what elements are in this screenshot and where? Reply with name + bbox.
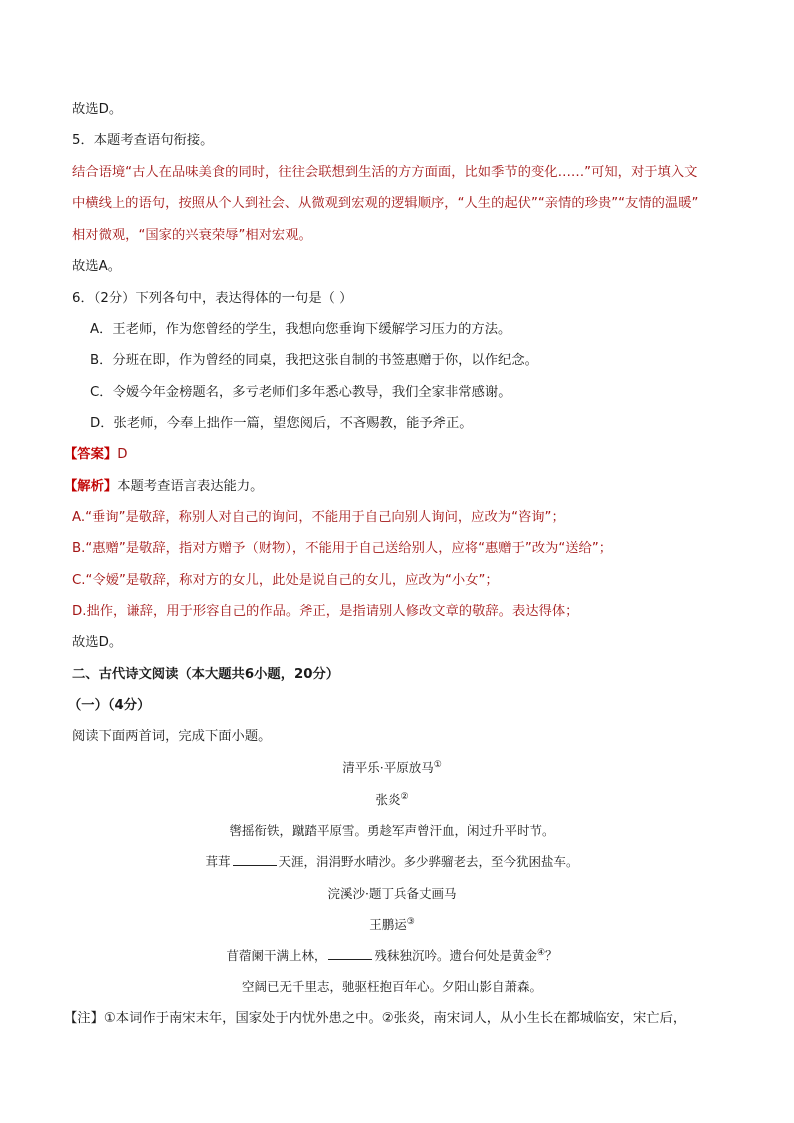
poem-1-line-2: 茸茸 天涯，涓涓野水晴沙。多少骅骝老去，至今犹困盐车。 <box>205 854 579 869</box>
answer-label: 【答案】 <box>64 447 118 462</box>
q5-explanation-line-2: 中横线上的语句，按照从个人到社会、从微观到宏观的逻辑顺序，“人生的起伏”“亲情的珍贵”“友情的温暖” <box>72 196 699 211</box>
q5-explanation-line-3: 相对微观，“国家的兴衰荣辱”相对宏观。 <box>72 228 312 243</box>
footnote-mark: ② <box>400 791 409 802</box>
footnote-mark: ③ <box>406 916 415 927</box>
analysis-c: C.“令嫒”是敬辞，称对方的女儿，此处是说自己的女儿，应改为“小女”； <box>72 573 499 588</box>
answer-line <box>64 445 724 465</box>
option-c: C．令嫒今年金榜题名，多亏老师们多年悉心教导，我们全家非常感谢。 <box>90 385 512 400</box>
notes-line: 【注】①本词作于南宋末年，国家处于内忧外患之中。②张炎，南宋词人，从小生长在都城临安，宋亡后， <box>64 1011 687 1026</box>
poem-2-author: 王鹏运③ <box>369 916 415 932</box>
poem-2-line-1: 苜蓿阑干满上林， 残秣独沉吟。遗台何处是黄金④？ <box>226 947 558 963</box>
poem-2-title: 浣溪沙·题丁兵备丈画马 <box>327 886 457 901</box>
analysis-a: A.“垂询”是敬辞，称别人对自己的询问，不能用于自己向别人询问，应改为“咨询”； <box>72 510 565 525</box>
subsection-heading: （一）（4分） <box>68 698 151 713</box>
conclusion-line: 故选A。 <box>72 259 121 274</box>
analysis-text: 本题考查语言表达能力。 <box>117 479 264 494</box>
conclusion-line: 故选D。 <box>72 102 123 117</box>
answer-value: D <box>117 447 128 462</box>
conclusion-line: 故选D。 <box>72 635 123 650</box>
fill-in-blank <box>328 947 372 960</box>
analysis-d: D.拙作，谦辞，用于形容自己的作品。斧正，是指请别人修改文章的敬辞。表达得体； <box>72 604 579 619</box>
option-d: D．张老师，今奉上拙作一篇，望您阅后，不吝赐教，能予斧正。 <box>90 416 473 431</box>
footnote-mark: ① <box>433 759 442 770</box>
section-heading: 二、古代诗文阅读（本大题共6小题，20分） <box>72 667 340 682</box>
poem-1-author: 张炎② <box>375 791 409 807</box>
q5-explanation-line-1: 结合语境“古人在品味美食的同时，往往会联想到生活的方方面面，比如季节的变化……”可知，对于填入文 <box>72 165 698 180</box>
footnote-mark: ④ <box>536 947 546 958</box>
fill-in-blank <box>233 853 277 866</box>
poem-1-line-1: 辔摇衔铁，蹴踏平原雪。勇趁军声曾汗血，闲过升平时节。 <box>229 823 555 838</box>
option-b: B．分班在即，作为曾经的同桌，我把这张自制的书签惠赠于你，以作纪念。 <box>90 353 538 368</box>
analysis-b: B.“惠赠”是敬辞，指对方赠予（财物），不能用于自己送给别人，应将“惠赠于”改为“送给”； <box>72 541 613 556</box>
reading-instruction: 阅读下面两首词，完成下面小题。 <box>72 729 272 744</box>
poem-1-title: 清平乐·平原放马① <box>342 759 442 775</box>
question-6-stem: 6．（2分）下列各句中，表达得体的一句是（ ） <box>72 291 353 306</box>
option-a: A．王老师，作为您曾经的学生，我想向您垂询下缓解学习压力的方法。 <box>90 322 512 337</box>
analysis-label: 【解析】 <box>64 479 118 494</box>
analysis-line <box>64 477 724 497</box>
poem-2-line-2: 空阔已无千里志，驰驱枉抱百年心。夕阳山影自萧森。 <box>241 979 542 994</box>
q5-explanation-heading: 5．本题考查语句衔接。 <box>72 133 214 148</box>
